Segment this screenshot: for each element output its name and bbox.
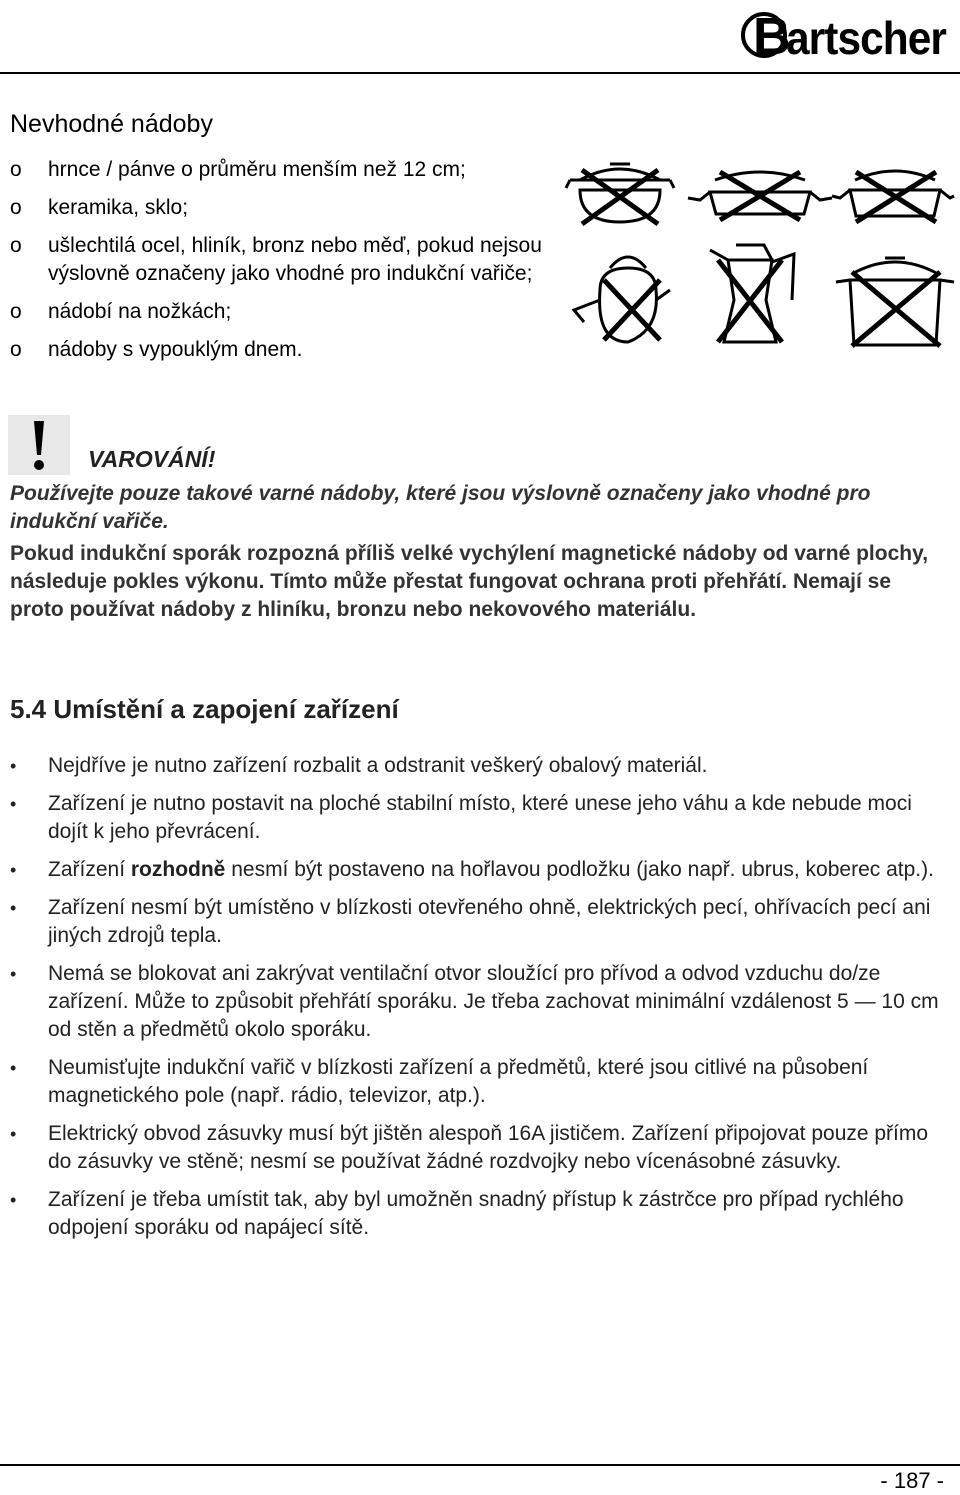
crossed-casserole-icon [832, 171, 954, 222]
emphasis: rozhodně [130, 858, 226, 881]
page-number: - 187 - [880, 1468, 944, 1493]
svg-text:B: B [753, 8, 791, 66]
list-item: • Elektrický obvod zásuvky musí být jištěn alespoň 16A jističem. Zařízení připojovat pouze přímo do zásuvky ve stěně; nesmí se používat žádné rozdvojky nebo vícenásobné zásuvky. [10, 1122, 929, 1173]
crossed-pan-icon [688, 172, 832, 220]
crossed-stockpot-icon [836, 258, 954, 346]
list-item: o nádoby s vypouklým dnem. [10, 338, 303, 361]
list-item: • Zařízení je nutno postavit na ploché stabilní místo, které unese jeho váhu a kde nebude moci dojít k jeho převrácení. [10, 792, 912, 843]
placement-list [10, 752, 940, 1252]
list-item: • Nejdříve je nutno zařízení rozbalit a odstranit veškerý obalový materiál. [10, 754, 708, 777]
bartscher-logo [740, 2, 952, 66]
crossed-moka-pot-icon [710, 245, 794, 342]
svg-text:artscher: artscher [786, 12, 948, 64]
list-item: o hrnce / pánve o průměru menším než 12 cm; [10, 158, 466, 181]
list-item: • Zařízení rozhodně nesmí být postaveno na hořlavou podložku (jako např. ubrus, koberec atp.). [10, 858, 934, 881]
header-rule [0, 72, 960, 74]
section-heading-placement: 5.4 Umístění a zapojení zařízení [10, 694, 399, 724]
crossed-pot-icon [566, 164, 674, 224]
list-item: o ušlechtilá ocel, hliník, bronz nebo měď, pokud nejsou výslovně označeny jako vhodné pro indukční vařiče; [10, 234, 542, 285]
list-item: • Zařízení nesmí být umístěno v blízkosti otevřeného ohně, elektrických pecí, ohřívacích pecí ani jiných zdrojů tepla. [10, 896, 931, 947]
list-item: o keramika, sklo; [10, 196, 189, 219]
exclamation-warning-icon [8, 415, 70, 475]
list-item: • Neumisťujte indukční vařič v blízkosti zařízení a předmětů, které jsou citlivé na působení magnetického pole (např. rádio, televizor, atp.). [10, 1056, 869, 1107]
footer-rule [0, 1464, 960, 1466]
warning-title: VAROVÁNÍ! [88, 446, 216, 472]
section-heading-unsuitable: Nevhodné nádoby [10, 110, 213, 138]
crossed-kettle-icon [574, 257, 670, 342]
list-item: o nádobí na nožkách; [10, 300, 232, 323]
warning-detail-text: Pokud indukční sporák rozpozná příliš velké vychýlení magnetické nádoby od varné plochy, následuje pokles výkonu. Tímto může přestat fungovat ochrana proti přehřátí. Nemají se proto používat nádoby z hliníku, bronzu nebo nekovového materiálu. [10, 542, 929, 621]
unsuitable-list [10, 156, 570, 374]
warning-text: Používejte pouze takové varné nádoby, které jsou výslovně označeny jako vhodné pro indukční vařiče. [10, 482, 871, 533]
list-item: • Zařízení je třeba umístit tak, aby byl umožněn snadný přístup k zástrčce pro případ rychlého odpojení sporáku od napájecí sítě. [10, 1188, 904, 1239]
list-item: • Nemá se blokovat ani zakrývat ventilační otvor sloužící pro přívod a odvod vzduchu do/ze zařízení. Může to způsobit přehřátí sporáku. Je třeba zachovat minimální vzdálenost 5 — 10 cm od stěn a předmětů okolo sporáku. [10, 962, 939, 1041]
unsuitable-vessels-illustration [560, 150, 955, 365]
